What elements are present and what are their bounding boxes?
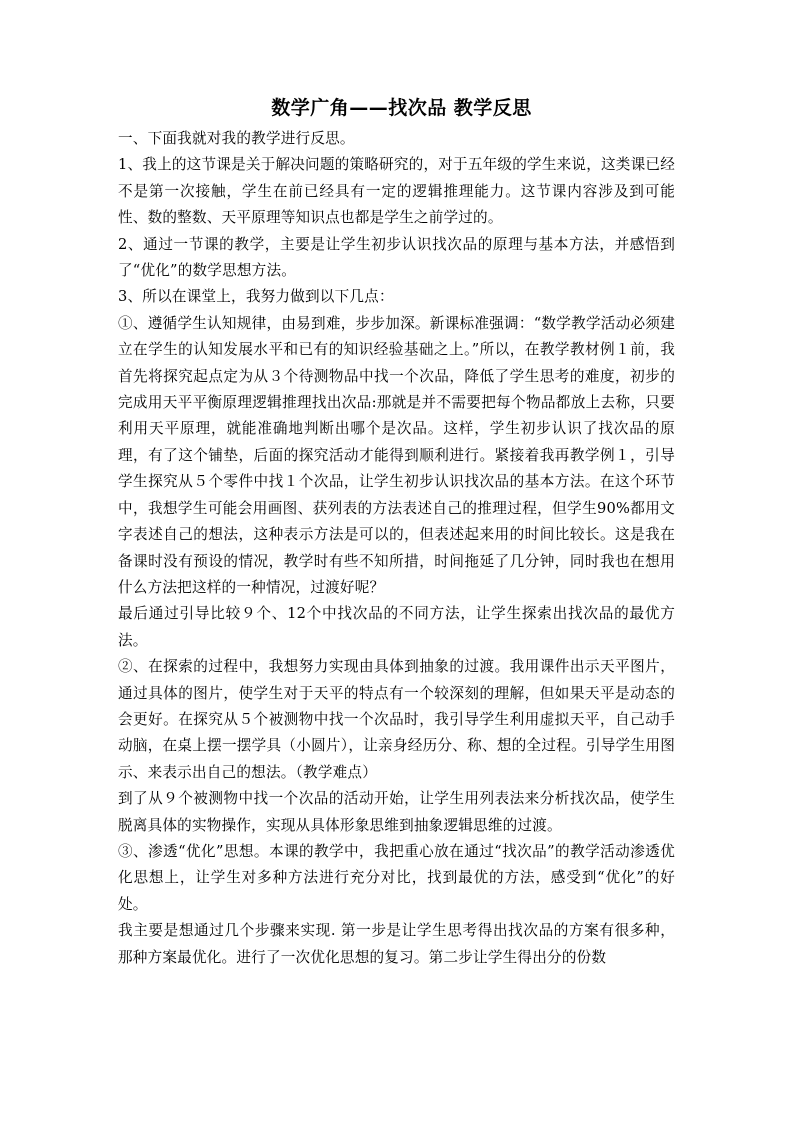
paragraph-subpoint-1: ①、遵循学生认知规律，由易到难，步步加深。新课标准强调：“数学教学活动必须建立在学生的认知发展水平和已有的知识经验基础之上。”所以，在教学教材例１前，我首先将探究起点定为从３个待测物品中找一个次品，降低了学生思考的难度，初步的完成用天平平衡原理逻辑推理找出次品:那就是并不需要把每个物品都放上去称，只要利用天平原理，就能准确地判断出哪个是次品。这样，学生初步认识了找次品的原理，有了这个铺垫，后面的探究活动才能得到顺利进行。紧接着我再教学例１，引导学生探究从５个零件中找１个次品，让学生初步认识找次品的基本方法。在这个环节中，我想学生可能会用画图、获列表的方法表述自己的推理过程，但学生90%都用文字表述自己的想法，这种表示方法是可以的，但表述起来用的时间比较长。这是我在备课时没有预设的情况，教学时有些不知所措，时间拖延了几分钟，同时我也在想用什么方法把这样的一种情况，过渡好呢？	[118, 314, 675, 596]
paragraph-point-1: 1、我上的这节课是关于解决问题的策略研究的，对于五年级的学生来说，这类课已经不是第一次接触，学生在前已经具有一定的逻辑推理能力。这节课内容涉及到可能性、数的整数、天平原理等知识点也都是学生之前学过的。	[118, 156, 675, 227]
document-body	[118, 126, 675, 971]
document-page	[118, 92, 675, 971]
paragraph-subpoint-3: ③、渗透“优化”思想。本课的教学中，我把重心放在通过“找次品”的教学活动渗透优化思想上，让学生对多种方法进行充分对比，找到最优的方法，感受到“优化”的好处。	[118, 842, 675, 913]
paragraph-subpoint-1-conclusion: 最后通过引导比较９个、12个中找次品的不同方法，让学生探索出找次品的最优方法。	[118, 605, 675, 649]
document-title: 数学广角——找次品 教学反思	[271, 97, 532, 119]
paragraph-point-3: 3、所以在课堂上，我努力做到以下几点：	[118, 288, 394, 306]
paragraph-steps: 我主要是想通过几个步骤来实现. 第一步是让学生思考得出找次品的方案有很多种，那种方案最优化。进行了一次优化思想的复习。第二步让学生得出分的份数	[118, 922, 675, 966]
paragraph-subpoint-2-continuation: 到了从９个被测物中找一个次品的活动开始，让学生用列表法来分析找次品，使学生脱离具体的实物操作，实现从具体形象思维到抽象逻辑思维的过渡。	[118, 790, 675, 834]
paragraph-point-2: 2、通过一节课的教学，主要是让学生初步认识找次品的原理与基本方法，并感悟到了“优化”的数学思想方法。	[118, 235, 675, 280]
paragraph-subpoint-2: ②、在探索的过程中，我想努力实现由具体到抽象的过渡。我用课件出示天平图片，通过具体的图片，使学生对于天平的特点有一个较深刻的理解，但如果天平是动态的会更好。在探究从５个被测物中找一个次品时，我引导学生利用虚拟天平，自己动手动脑，在桌上摆一摆学具（小圆片），让亲身经历分、称、想的全过程。引导学生用图示、来表示出自己的想法。（教学难点）	[118, 658, 675, 781]
paragraph-reflection-intro: 一、下面我就对我的教学进行反思。	[118, 130, 355, 147]
